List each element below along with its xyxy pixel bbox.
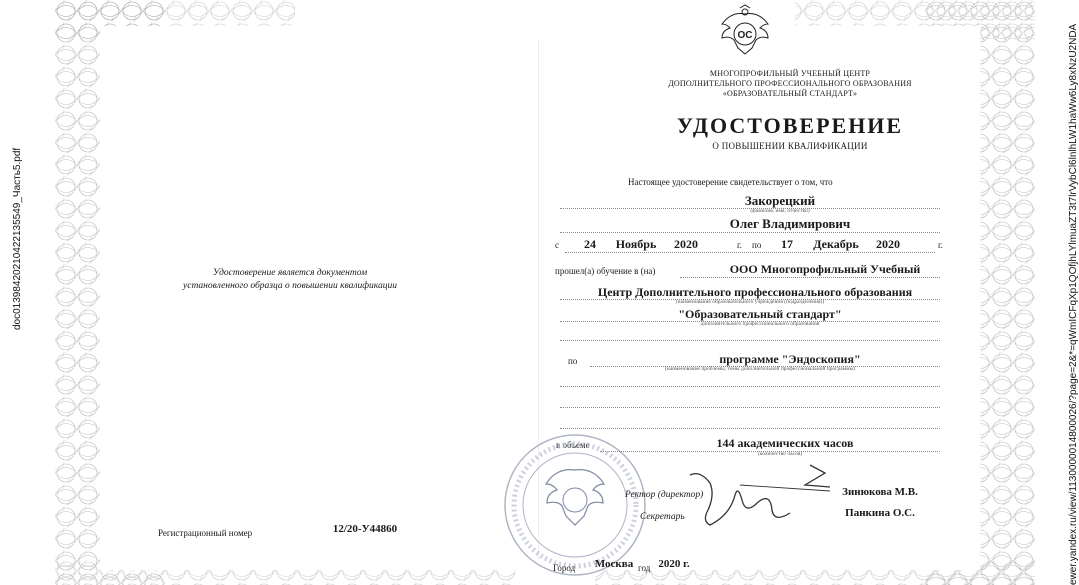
program-hint: (наименование проблемы, темы дополнительной профессиональной программы) <box>664 366 856 372</box>
period-to-label: по <box>752 240 762 250</box>
program-value: программе "Эндоскопия" <box>719 352 861 366</box>
period-to-month: Декабрь <box>813 237 859 251</box>
guilloche-frame-left <box>55 0 165 585</box>
secretary-label: Секретарь <box>640 512 685 522</box>
viewer-url: ewer.yandex.ru/view/1130000014800026/?page=2&*=qWmICFqXp1QOfjhLYlmuaZT3t7lrVybCl6lnlhLW1haWw6Ly8xNzU2NDA <box>1068 23 1079 585</box>
program-label: по <box>568 356 578 366</box>
blank-line-1 <box>560 340 940 341</box>
scan-filename: doc01398420210422135549_Часть5.pdf <box>12 147 23 330</box>
emblem-letters: ОС <box>737 30 753 41</box>
period-from-label: с <box>555 240 559 250</box>
organization-line-1: МНОГОПРОФИЛЬНЫЙ УЧЕБНЫЙ ЦЕНТР <box>709 69 871 78</box>
left-statement-line-1: Удостоверение является документом <box>212 268 368 278</box>
secretary-name: Панкина О.С. <box>845 507 915 519</box>
city-label: Город <box>553 563 576 573</box>
period-year-end: г. <box>938 240 943 250</box>
city-value: Москва <box>594 558 634 570</box>
organization-line-3: «ОБРАЗОВАТЕЛЬНЫЙ СТАНДАРТ» <box>722 89 858 98</box>
reg-number: 12/20-У44860 <box>332 523 398 535</box>
name-line <box>560 232 940 233</box>
rector-label: Ректор (директор) <box>625 490 704 500</box>
name-value: Олег Владимирович <box>729 216 851 231</box>
eagle-emblem-icon <box>716 4 774 62</box>
period-from-year: 2020 <box>674 237 698 251</box>
institution-line-3: "Образовательный стандарт" <box>678 307 842 321</box>
reg-label: Регистрационный номер <box>158 528 253 538</box>
blank-line-4 <box>560 428 940 429</box>
trained-label: прошел(а) обучение в (на) <box>555 266 656 276</box>
volume-label: в объеме <box>556 440 590 450</box>
institution-line-1-rule <box>680 277 940 278</box>
year-label: год <box>638 563 651 573</box>
organization-line-2: ДОПОЛНИТЕЛЬНОГО ПРОФЕССИОНАЛЬНОГО ОБРАЗОВАНИЯ <box>668 79 912 88</box>
surname-value: Закорецкий <box>744 193 816 208</box>
institution-hint-2: дополнительного профессионального образования <box>700 321 820 327</box>
intro-text: Настоящее удостоверение свидетельствует о том, что <box>628 177 833 187</box>
period-to-day: 17 <box>781 237 793 251</box>
hours-hint: (количество часов) <box>757 451 803 457</box>
hours-value: 144 академических часов <box>716 436 854 450</box>
period-year-short: г. <box>737 240 742 250</box>
period-from-month: Ноябрь <box>615 237 657 251</box>
left-statement-line-2: установленного образца о повышении квалификации <box>183 281 397 291</box>
institution-hint: (наименование образовательного учреждения (подразделения)) <box>675 299 825 305</box>
guilloche-frame-top <box>55 0 1035 40</box>
signature-icon <box>680 455 850 535</box>
document-subtitle: О ПОВЫШЕНИИ КВАЛИФИКАЦИИ <box>712 141 868 151</box>
institution-line-1: ООО Многопрофильный Учебный <box>729 262 921 276</box>
blank-line-3 <box>560 407 940 408</box>
institution-line-2: Центр Дополнительного профессионального образования <box>597 285 913 299</box>
surname-hint: (фамилия, имя, отчество) <box>750 208 810 214</box>
period-from-day: 24 <box>584 237 596 251</box>
blank-line-2 <box>560 386 940 387</box>
period-to-year: 2020 <box>876 237 900 251</box>
document-title: УДОСТОВЕРЕНИЕ <box>676 113 904 138</box>
rector-name: Зинюкова М.В. <box>842 486 918 498</box>
period-line <box>565 252 935 253</box>
year-value: 2020 г. <box>658 558 690 570</box>
